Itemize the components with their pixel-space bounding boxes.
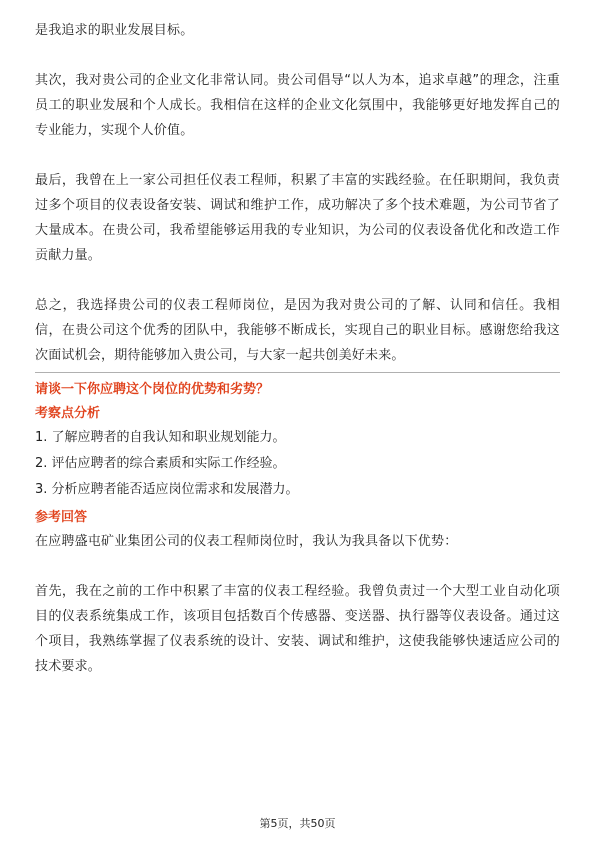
analysis-item: 3. 分析应聘者能否适应岗位需求和发展潜力。	[35, 482, 299, 497]
answer-title: 参考回答	[35, 510, 88, 525]
spacer	[35, 143, 560, 168]
analysis-item: 1. 了解应聘者的自我认知和职业规划能力。	[35, 430, 286, 445]
analysis-item: 2. 评估应聘者的综合素质和实际工作经验。	[35, 456, 286, 471]
answer-intro: 在应聘盛屯矿业集团公司的仪表工程师岗位时，我认为我具备以下优势：	[35, 534, 458, 549]
paragraph-conclusion: 总之，我选择贵公司的仪表工程师岗位，是因为我对贵公司的了解、认同和信任。我相信，在贵公司这个优秀的团队中，我能够不断成长，实现自己的职业目标。感谢您给我这次面试机会，期待能够加入贵公司，与大家一起共创美好未来。	[35, 298, 560, 363]
paragraph-company-culture: 其次，我对贵公司的企业文化非常认同。贵公司倡导“以人为本，追求卓越”的理念，注重员工的职业发展和个人成长。我相信在这样的企业文化氛围中，我能够更好地发挥自己的专业能力，实现个人价值。	[35, 73, 560, 138]
paragraph-continuation: 是我追求的职业发展目标。	[35, 23, 194, 38]
section-divider	[35, 372, 560, 373]
paragraph-experience: 最后，我曾在上一家公司担任仪表工程师，积累了丰富的实践经验。在任职期间，我负责过多个项目的仪表设备安装、调试和维护工作，成功解决了多个技术难题，为公司节省了大量成本。在贵公司，我希望能够运用我的专业知识，为公司的仪表设备优化和改造工作贡献力量。	[35, 173, 560, 263]
spacer	[35, 554, 560, 579]
answer-paragraph-experience: 首先，我在之前的工作中积累了丰富的仪表工程经验。我曾负责过一个大型工业自动化项目的仪表系统集成工作，该项目包括数百个传感器、变送器、执行器等仪表设备。通过这个项目，我熟练掌握了仪表系统的设计、安装、调试和维护，这使我能够快速适应公司的技术要求。	[35, 584, 560, 674]
page-content	[35, 18, 560, 679]
page-number-footer: 第5页，共50页	[259, 817, 336, 830]
spacer	[35, 43, 560, 68]
interview-question: 请谈一下你应聘这个岗位的优势和劣势？	[35, 382, 270, 397]
spacer	[35, 268, 560, 293]
analysis-title: 考察点分析	[35, 406, 101, 421]
